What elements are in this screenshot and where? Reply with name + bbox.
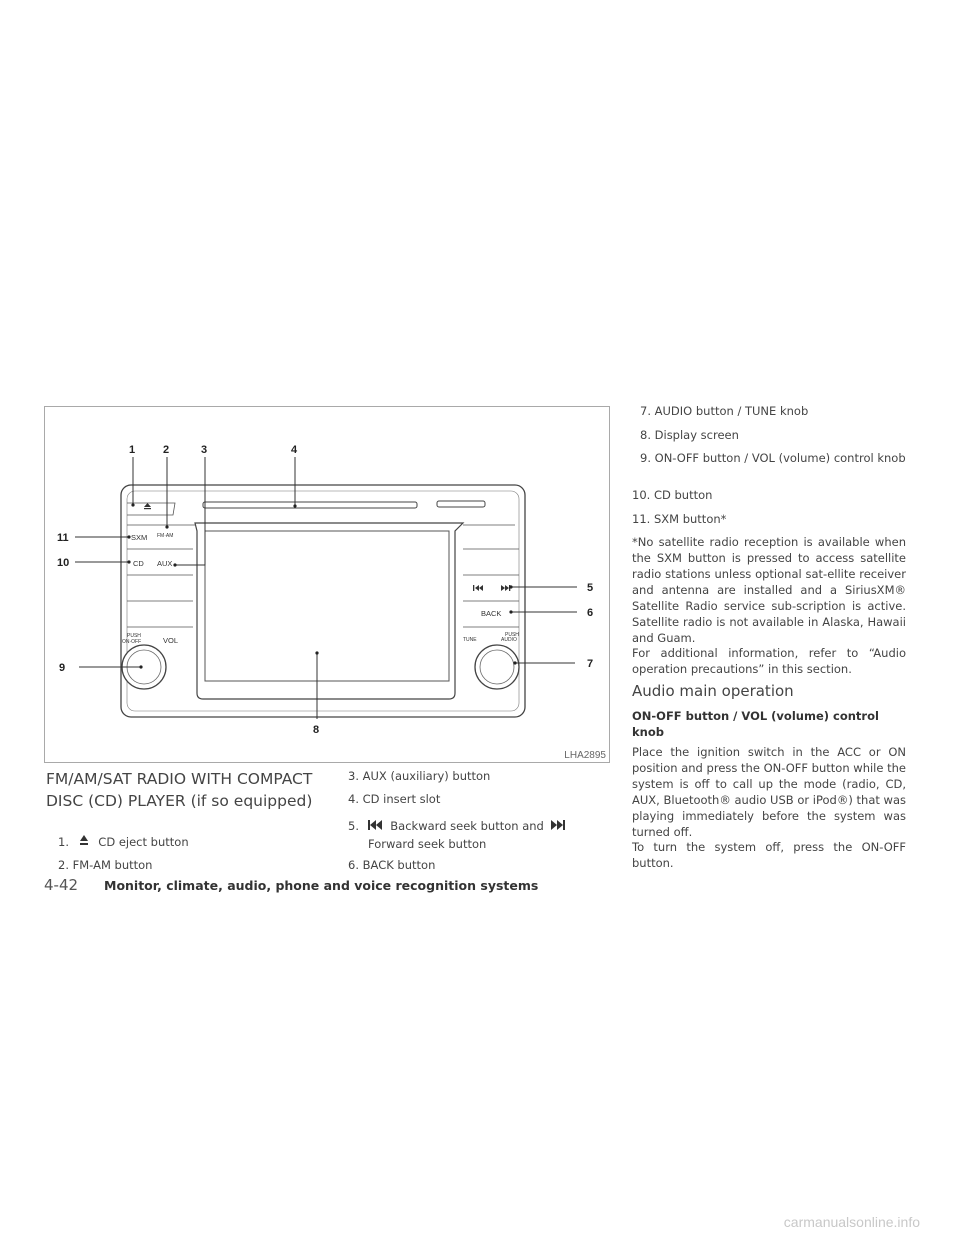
callout-1: 1 <box>129 444 136 456</box>
callout-7: 7 <box>587 658 594 670</box>
list-item: 4. CD insert slot <box>348 792 441 806</box>
callout-5: 5 <box>587 582 594 594</box>
watermark: carmanualsonline.info <box>783 1214 920 1230</box>
radio-illustration <box>45 407 611 764</box>
tune-label: TUNE <box>463 637 477 643</box>
satellite-note: *No satellite radio reception is available when the SXM button is pressed to access satellite radio stations unless optional sat-ellite receiver and antenna are installed and a SiriusXM® Satellite Radio service sub-scription is active. Satellite radio is not available in Alaska, Hawaii and Guam. <box>632 535 906 645</box>
back-label: BACK <box>481 609 502 618</box>
audio-main-heading: Audio main operation <box>632 682 794 700</box>
radio-figure <box>44 406 610 763</box>
callout-11: 11 <box>57 532 69 544</box>
list-item: 6. BACK button <box>348 858 436 872</box>
callout-3: 3 <box>201 444 208 456</box>
list-item: 8. Display screen <box>640 428 739 442</box>
callout-9: 9 <box>59 662 66 674</box>
callout-8: 8 <box>313 724 320 736</box>
fm-am-label: FM·AM <box>157 533 174 539</box>
display-screen <box>205 531 449 681</box>
list-item: 5. Backward seek button and Forward seek button <box>348 818 608 852</box>
vol-label: VOL <box>163 636 179 645</box>
callout-4: 4 <box>291 444 298 456</box>
list-item: 10. CD button <box>632 488 713 502</box>
cd-slot <box>203 502 417 508</box>
svg-text:ON·OFF: ON·OFF <box>122 639 142 645</box>
sxm-label: SXM <box>131 533 148 542</box>
additional-info: For additional information, refer to “Audio operation precautions” in this section. <box>632 646 906 676</box>
audio-label: AUDIO <box>501 637 517 643</box>
on-off-paragraph: Place the ignition switch in the ACC or ON position and press the ON-OFF button while the system is off to call up the mode (radio, CD, AUX, Bluetooth® audio USB or iPod®) that was playing immediately before the system was turned off. <box>632 745 906 839</box>
list-item: 3. AUX (auxiliary) button <box>348 769 491 783</box>
figure-id: LHA2895 <box>564 750 606 761</box>
list-item: 2. FM-AM button <box>58 858 153 872</box>
callout-10: 10 <box>57 557 70 569</box>
chapter-title: Monitor, climate, audio, phone and voice recognition systems <box>104 878 539 893</box>
section-heading: FM/AM/SAT RADIO WITH COMPACT DISC (CD) PLAYER (if so equipped) <box>46 770 313 810</box>
on-off-subheading: ON-OFF button / VOL (volume) control knob <box>632 709 879 739</box>
list-item: 11. SXM button* <box>632 512 727 526</box>
list-item: 1. CD eject button <box>58 834 328 852</box>
seek-forward-icon <box>548 818 568 836</box>
callout-2: 2 <box>163 444 170 456</box>
aux-label: AUX <box>157 559 173 568</box>
svg-text:PUSH: PUSH <box>127 633 141 639</box>
page-number: 4-42 <box>44 876 79 894</box>
list-item: 7. AUDIO button / TUNE knob <box>640 404 809 418</box>
cd-label: CD <box>133 559 144 568</box>
list-item: 9. ON-OFF button / VOL (volume) control knob <box>640 451 906 465</box>
callout-6: 6 <box>587 607 594 619</box>
eject-icon <box>73 834 95 852</box>
seek-backward-icon <box>363 818 387 836</box>
svg-text:PUSH: PUSH <box>505 632 519 638</box>
turn-off-paragraph: To turn the system off, press the ON-OFF button. <box>632 840 906 870</box>
